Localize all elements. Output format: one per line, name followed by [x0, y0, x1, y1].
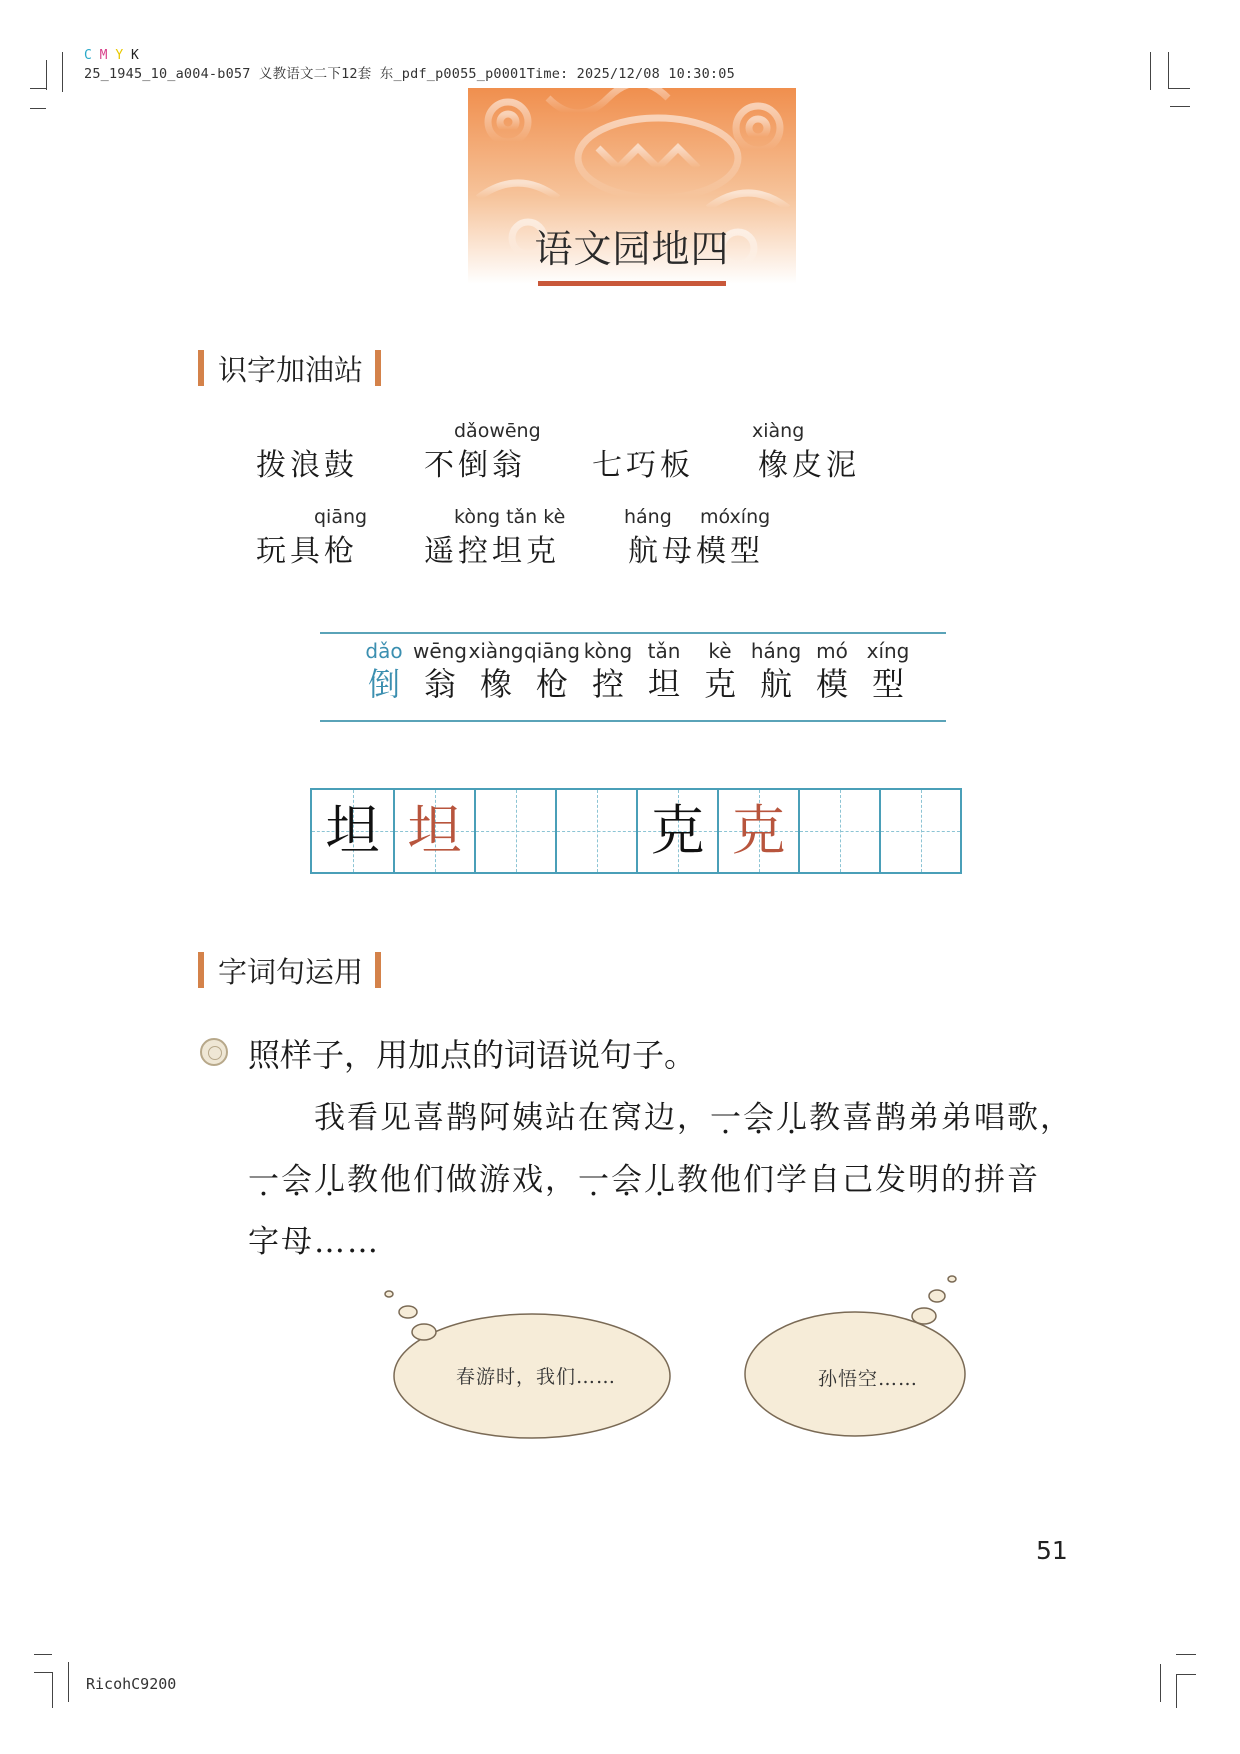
word-item: 玩具枪	[256, 534, 358, 569]
crop-mark	[1176, 1674, 1196, 1675]
word-item: 橡皮泥	[758, 448, 860, 483]
word-item: 不倒翁	[424, 448, 526, 483]
thought-bubbles	[380, 1270, 1000, 1450]
strip-character	[860, 638, 916, 704]
section-heading-usage	[198, 950, 381, 990]
strip-character	[636, 638, 692, 704]
exercise-bullet-icon	[200, 1038, 228, 1066]
writing-cell	[555, 790, 636, 872]
crop-mark	[1176, 1654, 1196, 1655]
model-char: 克	[650, 799, 705, 862]
strip-pinyin: mó	[816, 639, 848, 663]
crop-mark	[68, 1662, 69, 1702]
crop-mark	[1160, 1664, 1161, 1702]
section-title: 字词句运用	[218, 954, 364, 989]
print-job-line: 25_1945_10_a004-b057 义教语文二下12套 东_pdf_p0055_p0001Time: 2025/12/08 10:30:05	[84, 66, 735, 82]
word-pinyin: xiàng	[752, 420, 805, 442]
section-heading-literacy	[198, 348, 381, 388]
model-char: 坦	[325, 799, 380, 862]
strip-character	[468, 638, 524, 704]
heading-bar	[375, 350, 381, 386]
bubble-left-text: 春游时，我们……	[456, 1366, 617, 1388]
crop-mark	[46, 60, 47, 90]
strip-char: 克	[703, 665, 736, 703]
heading-bar	[375, 952, 381, 988]
strip-pinyin: háng	[750, 639, 802, 663]
crop-mark	[62, 52, 63, 92]
heading-bar	[198, 952, 204, 988]
strip-character	[412, 638, 468, 704]
strip-character	[692, 638, 748, 704]
strip-pinyin: xíng	[866, 639, 910, 663]
strip-pinyin: wēng	[412, 639, 468, 663]
strip-char: 控	[591, 665, 624, 703]
writing-cell	[636, 790, 717, 872]
crop-mark	[1168, 52, 1169, 88]
crop-mark	[1176, 1674, 1177, 1708]
crop-mark	[1168, 88, 1190, 89]
strip-pinyin: tǎn	[647, 639, 681, 663]
strip-character	[524, 638, 580, 704]
strip-character	[804, 638, 860, 704]
crop-mark	[30, 88, 46, 89]
example-line-3: 字母……	[248, 1224, 380, 1260]
word-item: 遥控坦克	[424, 534, 560, 569]
strip-pinyin: dǎo	[365, 639, 403, 663]
heading-bar	[198, 350, 204, 386]
text-run: 教他们学自己发明的拼音	[677, 1162, 1040, 1198]
strip-char: 航	[759, 665, 792, 703]
writing-cell	[717, 790, 798, 872]
strip-char: 枪	[535, 665, 568, 703]
printer-footer: RicohC9200	[86, 1675, 177, 1693]
crop-mark	[52, 1672, 53, 1708]
strip-pinyin: kòng	[583, 639, 633, 663]
writing-cell	[879, 790, 960, 872]
text-run: 教喜鹊弟弟唱歌，	[809, 1100, 1073, 1136]
tracing-char: 坦	[407, 799, 462, 862]
strip-char: 模	[815, 665, 848, 703]
cmyk-m: M	[99, 48, 108, 63]
word-pinyin: qiāng	[314, 506, 368, 528]
word-pinyin: móxíng	[700, 506, 771, 528]
strip-pinyin: kè	[708, 639, 732, 663]
word-item: 七巧板	[592, 448, 694, 483]
writing-cell	[393, 790, 474, 872]
word-pinyin: dǎowēng	[454, 420, 541, 442]
dotted-phrase: 一会儿	[578, 1162, 677, 1198]
cmyk-y: Y	[115, 48, 124, 63]
strip-char: 倒	[367, 665, 400, 703]
word-pinyin: kòng tǎn kè	[454, 506, 566, 528]
text-run: 我看见喜鹊阿姨站在窝边，	[314, 1100, 710, 1136]
crop-mark	[34, 1654, 52, 1655]
cmyk-k: K	[130, 48, 139, 63]
writing-cell	[312, 790, 393, 872]
section-title: 识字加油站	[218, 352, 364, 387]
strip-top-line	[320, 632, 946, 634]
page-number: 51	[1036, 1536, 1068, 1565]
page-title: 语文园地四	[534, 227, 730, 271]
writing-cell	[798, 790, 879, 872]
strip-char: 橡	[479, 665, 512, 703]
strip-char: 坦	[647, 665, 680, 703]
writing-grid	[310, 788, 962, 874]
dotted-phrase: 一会儿	[248, 1162, 347, 1198]
exercise-instruction: 照样子，用加点的词语说句子。	[248, 1036, 697, 1074]
word-item: 拨浪鼓	[256, 448, 358, 483]
strip-char: 型	[871, 665, 904, 703]
example-line-2	[248, 1154, 1040, 1199]
writing-cell	[474, 790, 555, 872]
text-run: 教他们做游戏，	[347, 1162, 578, 1198]
cmyk-c: C	[84, 48, 92, 63]
cmyk-marks	[84, 48, 139, 63]
example-line-1	[314, 1092, 1073, 1137]
title-underline	[538, 281, 726, 286]
word-item: 航母模型	[628, 534, 764, 569]
crop-mark	[30, 108, 46, 109]
crop-mark	[34, 1672, 52, 1673]
strip-pinyin: xiàng	[468, 639, 524, 663]
tracing-char: 克	[731, 799, 786, 862]
crop-mark	[1150, 52, 1151, 90]
crop-mark	[1170, 106, 1190, 107]
strip-character	[356, 638, 412, 704]
strip-bottom-line	[320, 720, 946, 722]
word-pinyin: háng	[624, 506, 672, 528]
dotted-phrase: 一会儿	[710, 1100, 809, 1136]
strip-character	[748, 638, 804, 704]
strip-character	[580, 638, 636, 704]
strip-char: 翁	[423, 665, 456, 703]
bubble-right-text: 孙悟空……	[818, 1368, 919, 1390]
strip-pinyin: qiāng	[524, 639, 580, 663]
